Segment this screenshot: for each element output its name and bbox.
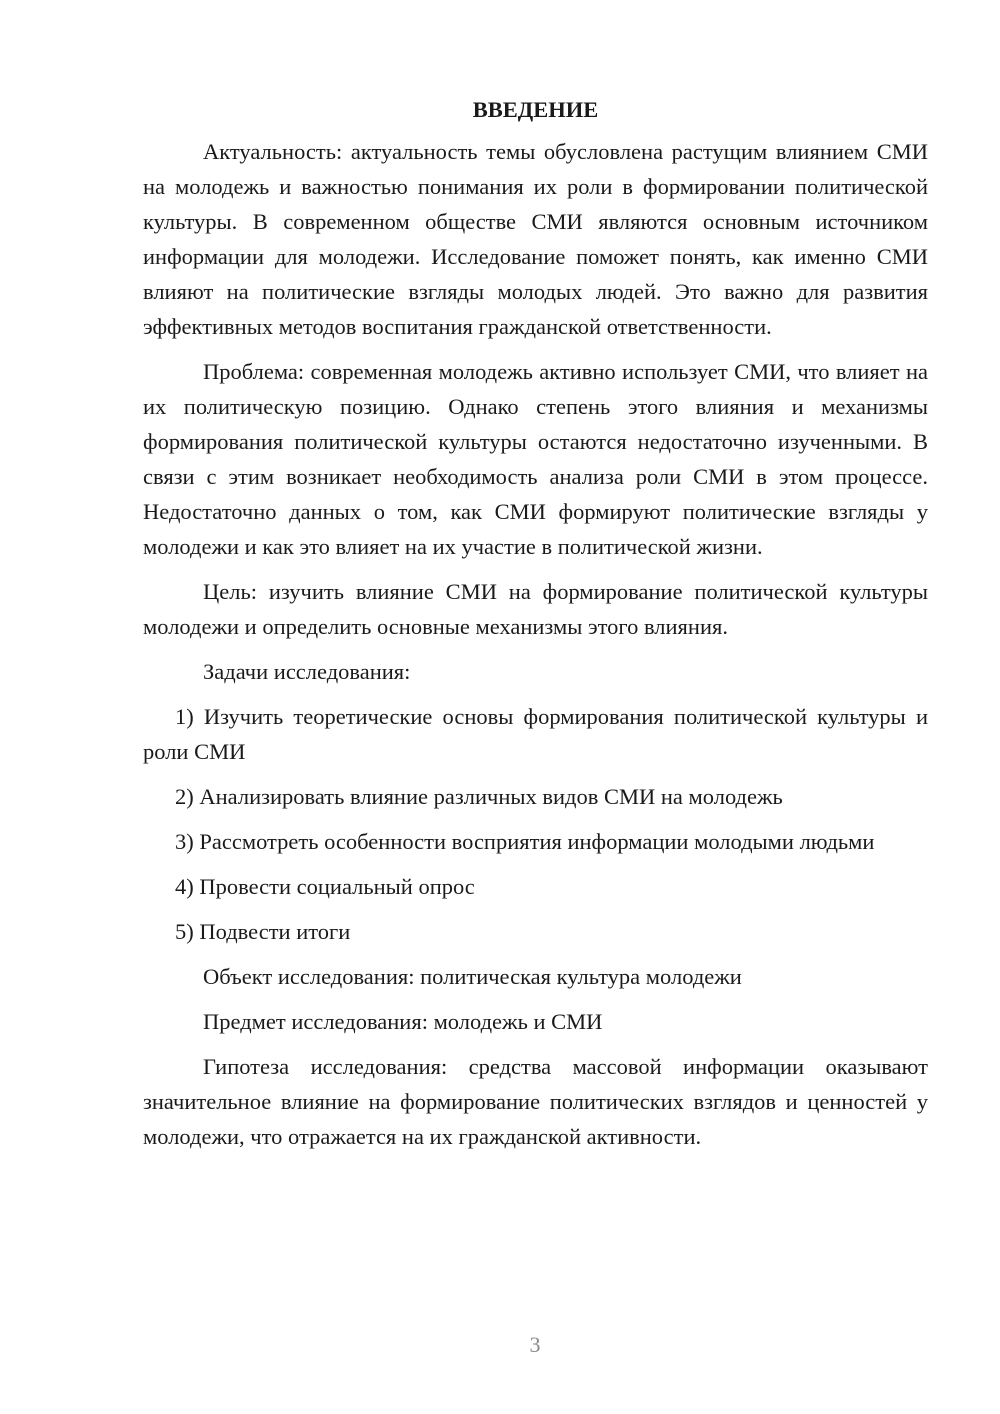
paragraph-goal: Цель: изучить влияние СМИ на формирование политической культуры молодежи и определить основные механизмы этого влияния. [143, 579, 928, 639]
task-item: 3) Рассмотреть особенности восприятия информации молодыми людьми [175, 829, 875, 854]
paragraph-object: Объект исследования: политическая культура молодежи [203, 964, 742, 989]
paragraph-hypothesis: Гипотеза исследования: средства массовой информации оказывают значительное влияние на формирование политических взглядов и ценностей у молодежи, что отражается на их гражданской активности. [143, 1054, 928, 1149]
task-item: 4) Провести социальный опрос [175, 874, 475, 899]
paragraph-problem: Проблема: современная молодежь активно использует СМИ, что влияет на их политическую позицию. Однако степень этого влияния и механизмы формирования политической культуры остаются недостаточно изученными. В связи с этим возникает необходимость анализа роли СМИ в этом процессе. Недостаточно данных о том, как СМИ формируют политические взгляды у молодежи и как это влияет на их участие в политической жизни. [143, 359, 928, 559]
page-number: 3 [529, 1332, 541, 1357]
paragraph-subject: Предмет исследования: молодежь и СМИ [203, 1009, 603, 1034]
task-item: 2) Анализировать влияние различных видов СМИ на молодежь [175, 784, 783, 809]
paragraph-relevance: Актуальность: актуальность темы обусловлена растущим влиянием СМИ на молодежь и важностью понимания их роли в формировании политической культуры. В современном обществе СМИ являются основным источником информации для молодежи. Исследование поможет понять, как именно СМИ влияют на политические взгляды молодых людей. Это важно для развития эффективных методов воспитания гражданской ответственности. [143, 139, 928, 339]
task-item: 5) Подвести итоги [175, 919, 351, 944]
page-content [143, 92, 928, 1164]
page-title: ВВЕДЕНИЕ [472, 97, 599, 122]
task-item: 1) Изучить теоретические основы формирования политической культуры и роли СМИ [143, 704, 928, 764]
tasks-heading: Задачи исследования: [203, 659, 411, 684]
